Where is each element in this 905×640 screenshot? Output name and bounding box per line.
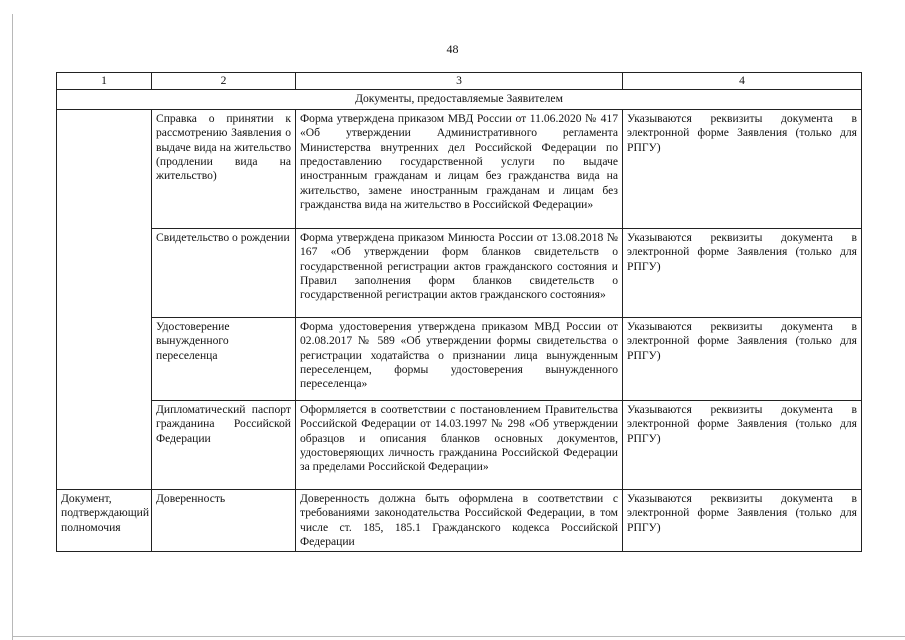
- header-col-3: 3: [296, 73, 623, 90]
- header-col-4: 4: [623, 73, 862, 90]
- section-row: [57, 90, 862, 109]
- document-basis-cell: Форма удостоверения утверждена приказом МВД России от 02.08.2017 № 589 «Об утверждении формы свидетельства о регистрации ходатайства о признании лица вынужденным переселенцем, формы удостоверения вынужденного переселенца»: [296, 317, 623, 400]
- header-col-1: 1: [57, 73, 152, 90]
- document-name-cell: Дипломатический паспорт гражданина Российской Федерации: [152, 400, 296, 489]
- document-basis-cell: Форма утверждена приказом МВД России от 11.06.2020 № 417 «Об утверждении Административного регламента Министерства внутренних дел Российской Федерации по предоставлению государственной услуги по выдаче иностранным гражданам и лицам без гражданства вида на жительство, замене иностранным гражданам и лицам без гражданства вида на жительство в Российской Федерации»: [296, 109, 623, 228]
- document-name-cell: Удостоверение вынужденного переселенца: [152, 317, 296, 400]
- category-cell: Документ, подтверждающий полномочия: [57, 489, 152, 552]
- document-name-cell: Справка о принятии к рассмотрению Заявления о выдаче вида на жительство (продлении вида на жительство): [152, 109, 296, 228]
- header-col-2: 2: [152, 73, 296, 90]
- category-cell: [57, 109, 152, 489]
- document-name-cell: Доверенность: [152, 489, 296, 552]
- document-basis-cell: Оформляется в соответствии с постановлением Правительства Российской Федерации от 14.03.1997 № 298 «Об утверждении образцов и описания бланков основных документов, удостоверяющих личность гражданина Российской Федерации за пределами Российской Федерации»: [296, 400, 623, 489]
- documents-table: [56, 72, 862, 552]
- section-title: Документы, предоставляемые Заявителем: [57, 90, 862, 109]
- table-row: [57, 317, 862, 400]
- document-details-cell: Указываются реквизиты документа в электронной форме Заявления (только для РПГУ): [623, 317, 862, 400]
- header-row: [57, 73, 862, 90]
- table-row: [57, 489, 862, 552]
- table-row: [57, 228, 862, 317]
- document-details-cell: Указываются реквизиты документа в электронной форме Заявления (только для РПГУ): [623, 109, 862, 228]
- table-row: [57, 400, 862, 489]
- table-row: [57, 109, 862, 228]
- page-number: 48: [446, 42, 459, 56]
- document-name-cell: Свидетельство о рождении: [152, 228, 296, 317]
- document-basis-cell: Форма утверждена приказом Минюста России от 13.08.2018 № 167 «Об утверждении форм бланков свидетельств о государственной регистрации актов гражданского состояния и Правил заполнения форм бланков свидетельств о государственной регистрации актов гражданского состояния»: [296, 228, 623, 317]
- scan-frame-left: [12, 14, 13, 640]
- document-details-cell: Указываются реквизиты документа в электронной форме Заявления (только для РПГУ): [623, 400, 862, 489]
- scan-frame-bottom: [12, 636, 905, 637]
- document-details-cell: Указываются реквизиты документа в электронной форме Заявления (только для РПГУ): [623, 489, 862, 552]
- document-basis-cell: Доверенность должна быть оформлена в соответствии с требованиями законодательства Российской Федерации, в том числе ст. 185, 185.1 Гражданского кодекса Российской Федерации: [296, 489, 623, 552]
- document-details-cell: Указываются реквизиты документа в электронной форме Заявления (только для РПГУ): [623, 228, 862, 317]
